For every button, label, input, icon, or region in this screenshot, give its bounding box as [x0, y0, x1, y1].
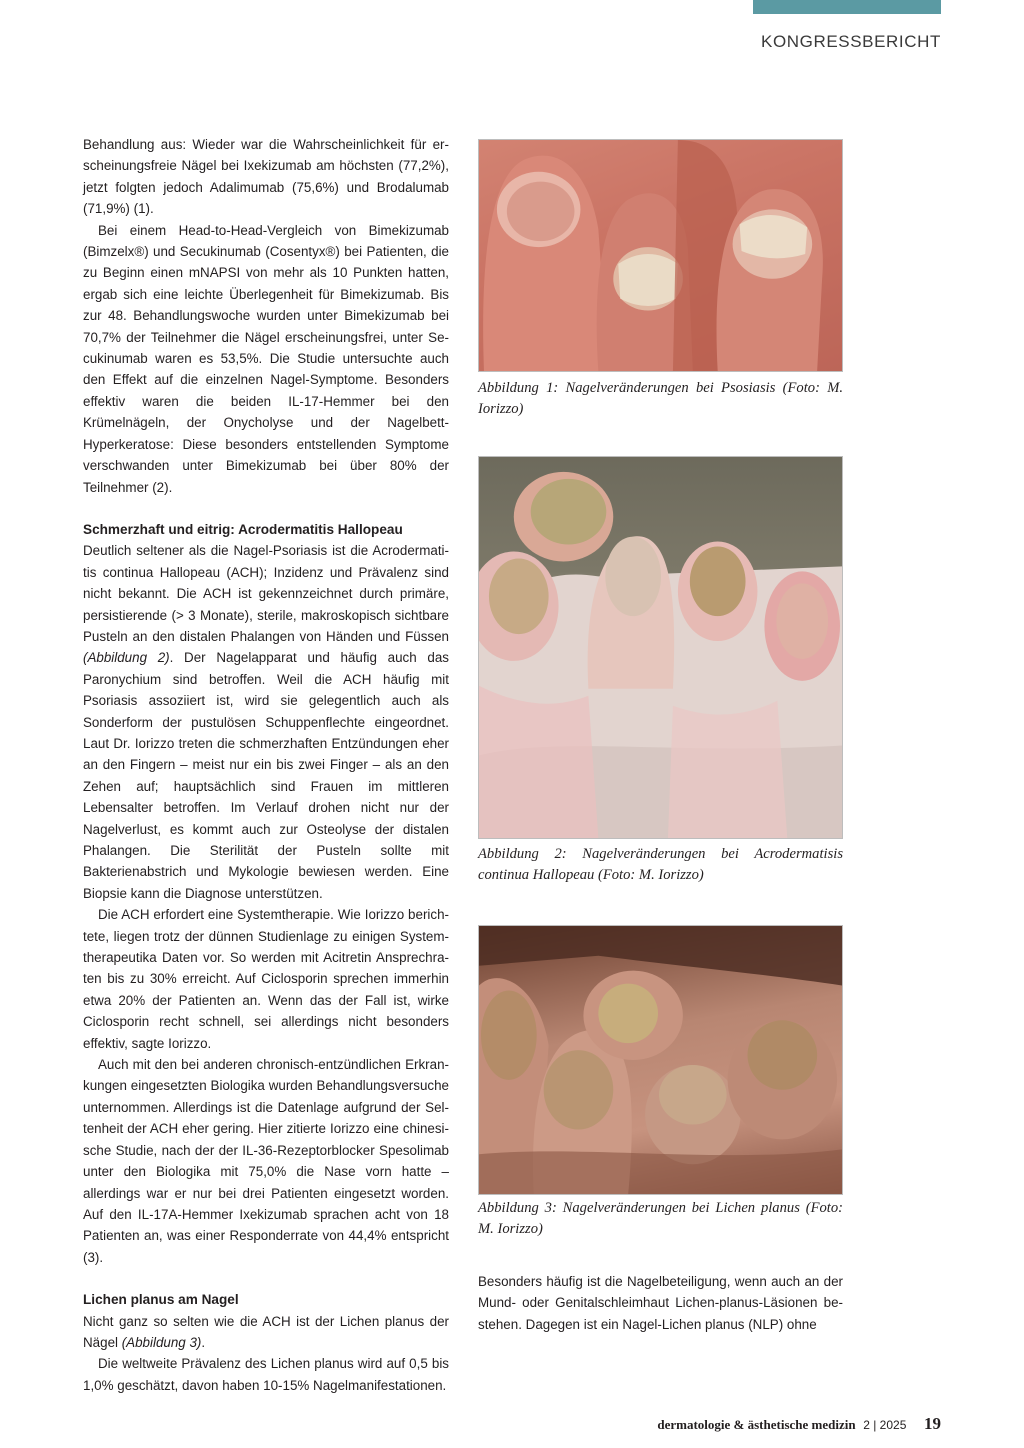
- figure-1-caption: Abbildung 1: Nagelveränderungen bei Psosiasis (Foto: M. Iorizzo): [478, 380, 843, 417]
- issue-number: 2 | 2025: [863, 1418, 907, 1432]
- figure-2-caption: Abbildung 2: Nagelveränderungen bei Acrodermatisis continua Hallopeau (Foto: M. Iorizzo): [478, 846, 843, 883]
- paragraph: Auch mit den bei anderen chronisch-entzündlichen Erkrankungen eingesetzten Biologika wurden Behandlungsversuche unternommen. Allerdings ist die Datenlage aufgrund der Seltenheit der ACH eher gering. Hier zitierte Iorizzo eine chinesische Studie, nach der der IL-36-Rezeptorblocker Spesolimab unter den Biologika mit 75,0% die Nase vorn hatte – allerdings war er nur bei drei Patienten eingesetzt worden. Auf den IL-17A-Hemmer Ixekizumab sprachen acht von 18 Patienten an, was einer Responderrate von 44,4% entspricht (3).: [83, 1057, 449, 1265]
- right-column-text: [478, 1271, 843, 1335]
- paragraph: Bei einem Head-to-Head-Vergleich von Bimekizumab (Bimzelx®) und Secukinumab (Cosentyx®) bei Patienten, die zu Beginn einen mNAPSI von mehr als 10 Punkten hatten, ergab sich eine leichte Überlegenheit für Bimekizumab. Bis zur 48. Behandlungswoche wurden unter Bimekizumab bei 70,7% der Teilnehmer die Nägel erscheinungsfrei, unter Secukinumab waren es 53,5%. Die Studie untersuchte auch den Effekt auf die einzelnen Nagel-Symptome. Besonders effektiv waren die beiden IL-17-Hemmer bei den Krümelnägeln, der Onycholyse und der Nagelbett-Hyperkeratose: Diese besonders entstellenden Symptome verschwanden unter Bimekizumab bei über 80% der Teilnehmer (2).: [83, 222, 449, 495]
- paragraph: Nicht ganz so selten wie die ACH ist der Lichen planus der Nägel (Abbildung 3).: [83, 1313, 449, 1350]
- header-accent-bar: [753, 0, 941, 14]
- figure-3-photo: [478, 925, 843, 1195]
- figure-reference: (Abbildung 2): [83, 650, 170, 666]
- paragraph: Deutlich seltener als die Nagel-Psoriasis ist die Acrodermatitis continua Hallopeau (ACH); Inzidenz und Prävalenz sind nicht bekannt. Die ACH ist gekennzeichnet durch primäre, persistierende (> 3 Monate), sterile, makroskopisch sichtbare Pusteln an den distalen Phalangen von Händen und Füssen (Abbildung 2). Der Nagelapparat und häufig auch das Paronychium sind betroffen. Weil die ACH häufig mit Psoriasis assoziiert ist, wird sie gelegentlich auch als Sonderform der pustulösen Schuppenflechte eingeordnet. Laut Dr. Iorizzo treten die schmerzhaften Entzündungen eher an den Fingern – meist nur ein bis zwei Finger – als an den Zehen auf; hauptsächlich sind Frauen im mittleren Lebensalter betroffen. Im Verlauf drohen nicht nur der Nagelverlust, es kommt auch zur Osteolyse der distalen Phalangen. Die Sterilität der Pusteln sollte mit Bakterienabstrich und Mykologie bewiesen werden. Eine Biopsie kann die Diagnose unterstützen.: [83, 543, 449, 901]
- paragraph: Die weltweite Prävalenz des Lichen planus wird auf 0,5 bis 1,0% geschätzt, davon haben 10-15% Nagelmanifestationen.: [83, 1356, 449, 1393]
- page-number: 19: [924, 1414, 941, 1433]
- journal-name: dermatologie & ästhetische medizin: [657, 1417, 856, 1432]
- section-heading: Schmerzhaft und eitrig: Acrodermatitis Hallopeau: [83, 521, 403, 537]
- figure-1-photo: [478, 139, 843, 372]
- paragraph: Die ACH erfordert eine Systemtherapie. Wie Iorizzo berichtete, liegen trotz der dünnen Studienlage zu einigen Systemtherapeutika Daten vor. So werden mit Acitretin Ansprechraten bis zu 30% erreicht. Auf Ciclosporin sprechen immerhin etwa 20% der Patienten an. Wenn das der Fall ist, wirke Ciclosporin recht schnell, sei allerdings nicht besonders effektiv, sagte Iorizzo.: [83, 907, 449, 1051]
- figure-3-caption: Abbildung 3: Nagelveränderungen bei Lichen planus (Foto: M. Iorizzo): [478, 1200, 843, 1237]
- left-column: [83, 134, 449, 1396]
- paragraph: Behandlung aus: Wieder war die Wahrscheinlichkeit für erscheinungsfreie Nägel bei Ixekizumab am höchsten (77,2%), jetzt folgten jedoch Adalimumab (75,6%) und Brodalumab (71,9%) (1).: [83, 137, 449, 217]
- paragraph: Besonders häufig ist die Nagelbeteiligung, wenn auch an der Mund- oder Genitalschleimhaut Lichen-planus-Läsionen bestehen. Dagegen ist ein Nagel-Lichen planus (NLP) ohne: [478, 1274, 843, 1332]
- figure-reference: (Abbildung 3): [121, 1334, 202, 1350]
- page-footer: [657, 1414, 941, 1434]
- section-heading: Lichen planus am Nagel: [83, 1292, 239, 1308]
- figure-2-photo: [478, 456, 843, 839]
- section-label: KONGRESSBERICHT: [761, 32, 941, 51]
